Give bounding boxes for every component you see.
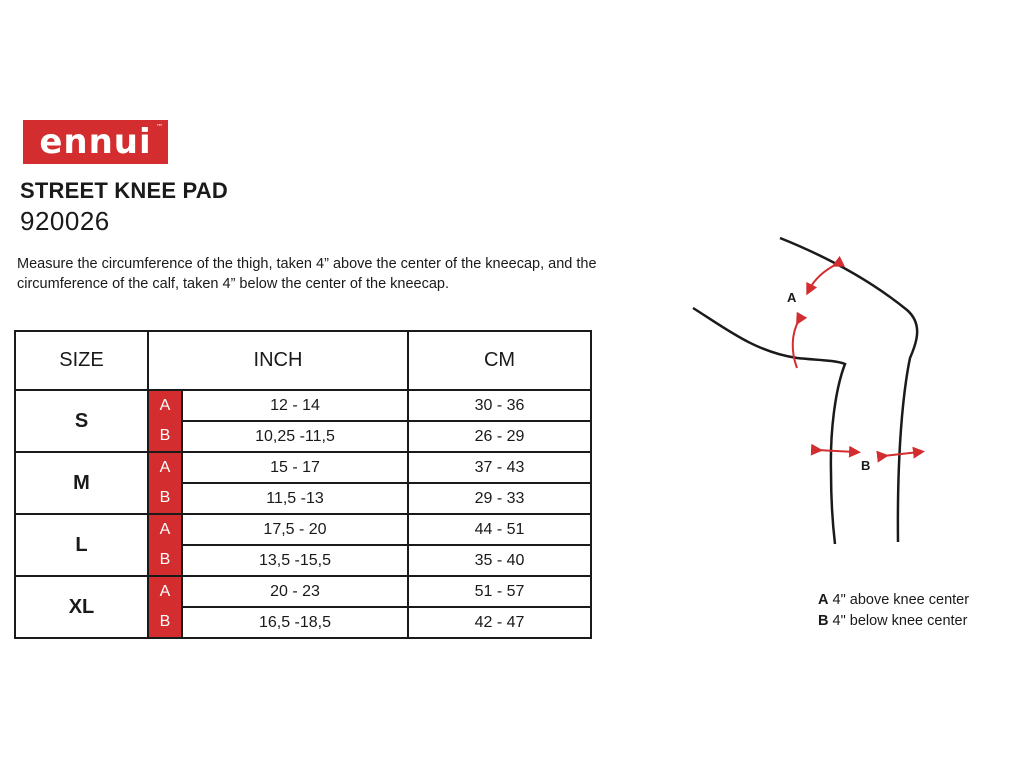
measure-label-a: A <box>148 390 182 421</box>
cm-value: 35 - 40 <box>408 545 591 576</box>
legend-item-a <box>818 590 969 611</box>
size-label: M <box>15 452 148 514</box>
legend-text-a: 4" above knee center <box>832 592 970 608</box>
cm-value: 29 - 33 <box>408 483 591 514</box>
legend-text-b: 4" below knee center <box>832 613 968 629</box>
inch-value: 16,5 -18,5 <box>182 607 408 638</box>
measure-label-a: A <box>148 514 182 545</box>
knee-measurement-diagram <box>685 232 925 552</box>
inch-value: 20 - 23 <box>182 576 408 607</box>
measurement-instructions: Measure the circumference of the thigh, taken 4” above the center of the kneecap, and the circumference of the calf, taken 4” below the center of the kneecap. <box>17 256 597 292</box>
measure-label-a: A <box>148 576 182 607</box>
measurement-legend <box>818 590 969 632</box>
logo-text: ennui <box>39 122 152 162</box>
size-label: S <box>15 390 148 452</box>
cm-value: 37 - 43 <box>408 452 591 483</box>
product-code: 920026 <box>20 206 110 236</box>
inch-value: 10,25 -11,5 <box>182 421 408 452</box>
cm-value: 44 - 51 <box>408 514 591 545</box>
arrow-b-right <box>883 452 919 456</box>
legend-item-b <box>818 611 969 632</box>
measure-label-b: B <box>148 607 182 638</box>
arrow-b-left <box>817 450 855 452</box>
cm-value: 30 - 36 <box>408 390 591 421</box>
size-label: XL <box>15 576 148 638</box>
size-chart-table <box>14 330 592 639</box>
inch-value: 12 - 14 <box>182 390 408 421</box>
legend-key-a: A <box>818 592 829 608</box>
measure-label-b: B <box>148 483 182 514</box>
measure-label-b: B <box>148 545 182 576</box>
measure-label-a: A <box>148 452 182 483</box>
size-label: L <box>15 514 148 576</box>
table-row <box>15 576 591 607</box>
table-row <box>15 390 591 421</box>
arrow-a-top <box>809 264 837 290</box>
table-row <box>15 452 591 483</box>
diagram-label-a: A <box>787 290 797 305</box>
header-size: SIZE <box>15 331 148 390</box>
cm-value: 26 - 29 <box>408 421 591 452</box>
inch-value: 17,5 - 20 <box>182 514 408 545</box>
arrow-a-side <box>793 320 799 368</box>
legend-key-b: B <box>818 613 829 629</box>
header-cm: CM <box>408 331 591 390</box>
measure-label-b: B <box>148 421 182 452</box>
table-row <box>15 514 591 545</box>
table-header-row <box>15 331 591 390</box>
cm-value: 42 - 47 <box>408 607 591 638</box>
header-inch: INCH <box>148 331 408 390</box>
inch-value: 15 - 17 <box>182 452 408 483</box>
diagram-label-b: B <box>861 458 871 473</box>
product-title: STREET KNEE PAD <box>20 178 228 203</box>
inch-value: 11,5 -13 <box>182 483 408 514</box>
cm-value: 51 - 57 <box>408 576 591 607</box>
leg-outline-upper <box>780 238 917 542</box>
ennui-logo: ennui ™ <box>23 120 168 164</box>
inch-value: 13,5 -15,5 <box>182 545 408 576</box>
leg-outline-thigh <box>693 308 845 544</box>
